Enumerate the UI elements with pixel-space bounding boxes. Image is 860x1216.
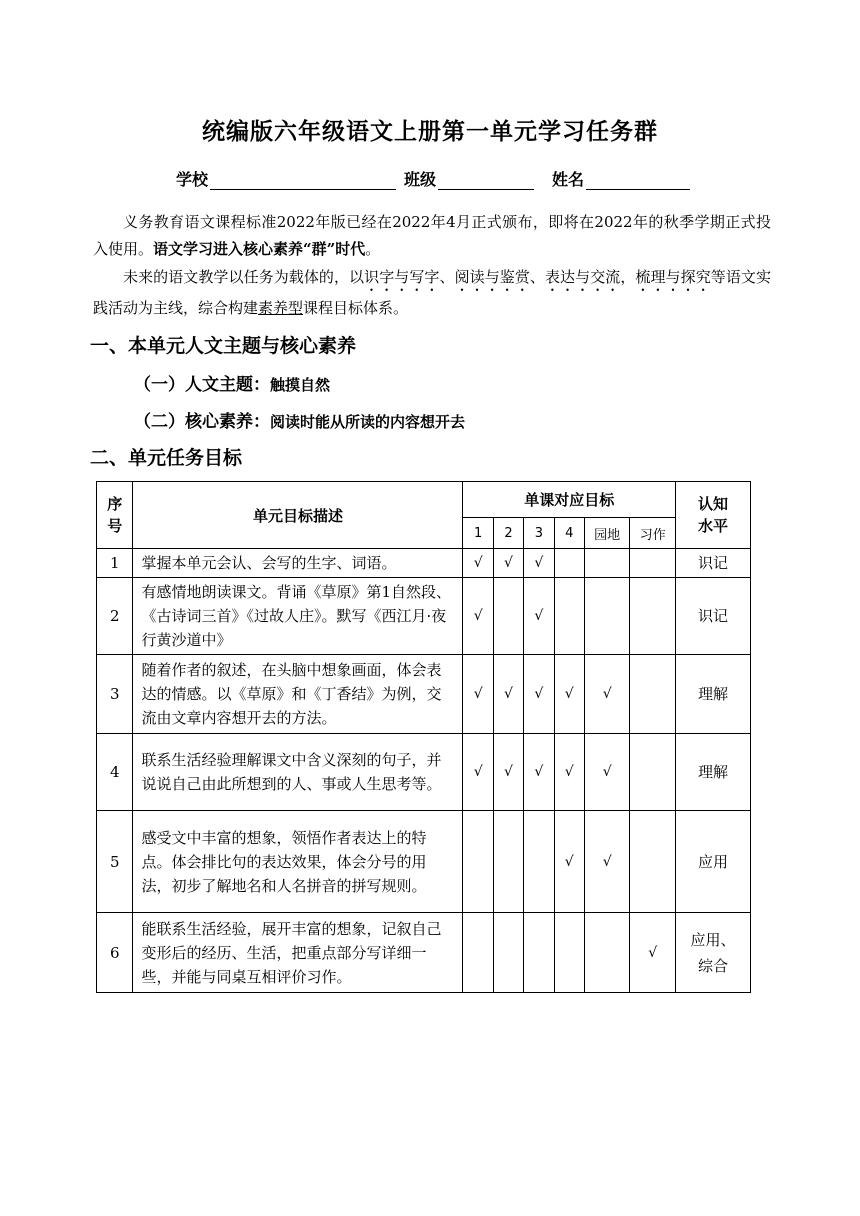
document-title: 统编版六年级语文上册第一单元学习任务群 [202, 119, 658, 145]
check-cell [463, 811, 493, 913]
row-description: 感受文中丰富的想象，领悟作者表达上的特点。体会排比句的表达效果，体会分号的用法，初步了解地名和人名拼音的拼写规则。 [133, 811, 463, 913]
check-cell [524, 913, 554, 993]
check-cell [463, 655, 493, 734]
intro-p1-text: 义务教育语文课程标准2022年版已经在2022年4月正式颁布，即将在2022年的秋季学期正式投入使用。 [93, 213, 771, 258]
check-cell [554, 578, 584, 655]
intro-p2-c: 课程目标体系。 [303, 299, 409, 317]
intro-p1-end: 。 [365, 240, 381, 258]
check-cell [554, 655, 584, 734]
header-index: 序号 [97, 482, 133, 549]
intro-p2-underlined: 素养型 [258, 299, 304, 317]
check-cell [463, 734, 493, 811]
check-mark: √ [534, 555, 544, 571]
row-cognitive-level: 应用、综合 [676, 913, 751, 993]
check-mark: √ [564, 853, 574, 870]
subheader-3: 3 [524, 518, 554, 549]
goal-rows [97, 549, 751, 993]
check-cell [630, 913, 676, 993]
check-cell [630, 655, 676, 734]
check-cell [630, 549, 676, 578]
subheader-4: 4 [554, 518, 584, 549]
check-cell [584, 549, 630, 578]
check-cell [584, 578, 630, 655]
check-mark: √ [473, 608, 483, 624]
check-cell [493, 549, 523, 578]
check-cell [630, 578, 676, 655]
check-cell [554, 549, 584, 578]
check-cell [630, 811, 676, 913]
check-mark: √ [534, 686, 544, 702]
check-cell [463, 578, 493, 655]
check-cell [493, 578, 523, 655]
check-mark: √ [648, 944, 658, 961]
check-cell [554, 734, 584, 811]
check-mark: √ [534, 608, 544, 624]
intro-p1-bold: 语文学习进入核心素养“群”时代 [153, 240, 366, 258]
class-blank[interactable] [438, 172, 534, 190]
intro-paragraph-2 [93, 264, 771, 322]
row-description: 联系生活经验理解课文中含义深刻的句子，并说说自己由此所想到的人、事或人生思考等。 [133, 734, 463, 811]
header-cognitive-level: 认知水平 [676, 482, 751, 549]
row-index: 2 [97, 578, 133, 655]
row-index: 1 [97, 549, 133, 578]
check-cell [524, 578, 554, 655]
table-row [97, 655, 751, 734]
check-cell [493, 913, 523, 993]
check-mark: √ [504, 764, 513, 780]
subheader-6: 习作 [630, 518, 676, 549]
row-cognitive-level: 识记 [676, 549, 751, 578]
header-description: 单元目标描述 [133, 482, 463, 549]
check-cell [554, 913, 584, 993]
check-mark: √ [473, 686, 483, 702]
check-mark: √ [473, 555, 483, 571]
check-cell [493, 655, 523, 734]
table-row [97, 549, 751, 578]
check-cell [630, 734, 676, 811]
row-index: 3 [97, 655, 133, 734]
check-cell [493, 734, 523, 811]
subheader-1: 1 [463, 518, 493, 549]
check-cell [524, 734, 554, 811]
class-label: 班级 [404, 170, 437, 189]
check-mark: √ [602, 764, 612, 780]
check-cell [463, 549, 493, 578]
check-cell [524, 811, 554, 913]
school-blank[interactable] [210, 172, 396, 190]
name-label: 姓名 [552, 170, 585, 189]
header-lesson-goals: 单课对应目标 [463, 482, 676, 518]
check-mark: √ [504, 555, 513, 571]
check-cell [524, 655, 554, 734]
row-cognitive-level: 理解 [676, 734, 751, 811]
table-row [97, 811, 751, 913]
check-mark: √ [473, 764, 483, 780]
row-description: 能联系生活经验，展开丰富的想象，记叙自己变形后的经历、生活，把重点部分写详细一些，并能与同桌互相评价习作。 [133, 913, 463, 993]
core-literacy [134, 407, 465, 432]
row-index: 5 [97, 811, 133, 913]
check-cell [584, 811, 630, 913]
humanities-theme [134, 370, 330, 395]
intro-p2-dotted: 识字与写字、阅读与鉴赏、表达与交流，梳理与探究 [364, 268, 711, 286]
row-description: 掌握本单元会认、会写的生字、词语。 [133, 549, 463, 578]
row-description: 有感情地朗读课文。背诵《草原》第1自然段、《古诗词三首》《过故人庄》。默写《西江月·夜行黄沙道中》 [133, 578, 463, 655]
unit-goals-table [96, 481, 751, 993]
check-mark: √ [602, 686, 612, 702]
check-cell [584, 913, 630, 993]
name-blank[interactable] [586, 172, 690, 190]
section-1-heading: 一、本单元人文主题与核心素养 [90, 335, 357, 357]
check-cell [554, 811, 584, 913]
row-index: 4 [97, 734, 133, 811]
row-cognitive-level: 识记 [676, 578, 751, 655]
row-cognitive-level: 应用 [676, 811, 751, 913]
core-literacy-value: 阅读时能从所读的内容想开去 [270, 413, 466, 431]
check-cell [463, 913, 493, 993]
row-index: 6 [97, 913, 133, 993]
check-mark: √ [564, 686, 574, 702]
intro-p2-a: 未来的语文教学以任务为载体的，以 [123, 268, 365, 286]
subheader-2: 2 [493, 518, 523, 549]
core-literacy-label: （二）核心素养： [134, 412, 270, 432]
school-label: 学校 [176, 170, 209, 189]
section-2-heading: 二、单元任务目标 [90, 447, 243, 469]
intro-p2-b: 等语文实践活动为主线，综合构建 [93, 268, 771, 317]
check-cell [584, 655, 630, 734]
humanities-theme-value: 触摸自然 [270, 376, 331, 394]
check-mark: √ [504, 686, 513, 702]
check-mark: √ [564, 764, 574, 780]
check-cell [524, 549, 554, 578]
table-row [97, 734, 751, 811]
intro-paragraph-1 [93, 209, 771, 263]
table-row [97, 913, 751, 993]
check-cell [493, 811, 523, 913]
row-cognitive-level: 理解 [676, 655, 751, 734]
check-mark: √ [602, 853, 612, 870]
student-info-line [176, 168, 690, 190]
row-description: 随着作者的叙述，在头脑中想象画面，体会表达的情感。以《草原》和《丁香结》为例，交流由文章内容想开去的方法。 [133, 655, 463, 734]
subheader-5: 园地 [584, 518, 630, 549]
humanities-theme-label: （一）人文主题： [134, 375, 270, 395]
table-row [97, 578, 751, 655]
check-mark: √ [534, 764, 544, 780]
check-cell [584, 734, 630, 811]
